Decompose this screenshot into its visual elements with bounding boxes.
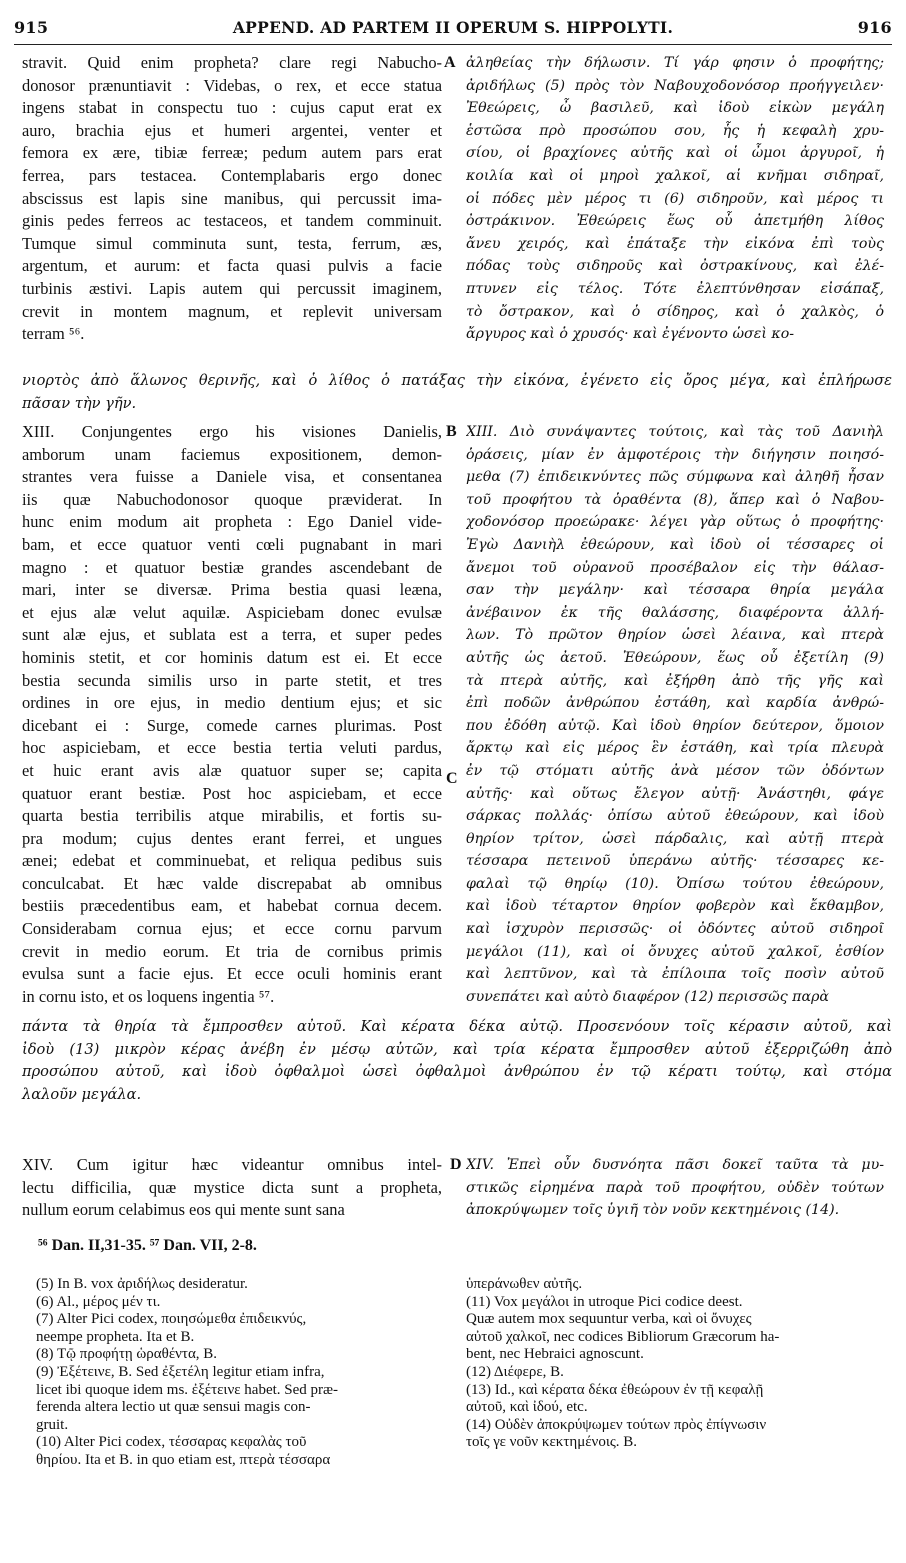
text-line: gruit. [36, 1416, 69, 1433]
text-line: ἀνέβαινον ἐκ τῆς θαλάσσης, διαφέροντα ἀλλή- [466, 604, 884, 621]
text-line: pra modum; cujus dentes erant ferrei, et ungues [22, 828, 442, 848]
text-line: bestiis præcedentibus eam, et habebat cornua decem. [22, 896, 442, 916]
text-line: crevit in montem magnum, et replevit universam [22, 301, 442, 321]
text-line: evulsa sunt a facie ejus. Et ecce oculi hominis erant [22, 964, 442, 984]
text-line: dicebant ei : Surge, comede carnes plurimas. Post [22, 715, 442, 735]
text-line: ἑστῶσα πρὸ προσώπου σου, ἧς ἡ κεφαλὴ χρυ- [466, 122, 884, 139]
text-line: (6) Al., μέρος μέν τι. [36, 1293, 161, 1310]
text-line: μεθα (7) ἐπιδεικνύντες πῶς σύμφωνα καὶ ἀληθῆ ἦσαν [466, 469, 884, 486]
text-line: ἐν τῷ στόματι αὐτῆς ἀνὰ μέσον τῶν ὀδόντων [466, 762, 884, 779]
text-line: χοδονόσορ προεώρακε· λέγει γὰρ οὕτως ὁ προφήτης· [466, 514, 884, 531]
text-line: (12) Διέφερε, B. [466, 1363, 564, 1380]
text-line: XIV. Ἐπεὶ οὖν δυσνόητα πᾶσι δοκεῖ ταῦτα τὰ μυ- [466, 1157, 884, 1173]
text-line: bestia secunda similis urso in parte stetit, et tres [22, 670, 442, 690]
latin-column-block-3 [22, 1154, 442, 1222]
text-line: sunt alæ ejus, et sublata est a terra, et super pedes [22, 625, 442, 645]
text-line: Ἐγὼ Δανιὴλ ἐθεώρουν, καὶ ἰδοὺ οἱ τέσσαρες οἱ [466, 536, 884, 553]
text-line: ferrea, pars testacea. Contemplabaris ergo donec [22, 165, 442, 185]
text-line: licet ibi quoque idem ms. ἐξέτεινε habet. Sed præ- [36, 1381, 339, 1398]
text-line: XIII. Διὸ συνάψαντες τούτοις, καὶ τὰς τοῦ Δανιὴλ [466, 424, 884, 440]
text-line: quatuor erant bestiæ. Post hoc aspiciebam, et ecce [22, 783, 442, 803]
latin-column-block-1 [22, 52, 442, 346]
text-line: (10) Alter Pici codex, τέσσαρας κεφαλὰς τοῦ [36, 1434, 307, 1451]
text-line: (14) Οὐδὲν ἀποκρύψωμεν τούτων πρὸς ἐπίγνωσιν [466, 1416, 767, 1433]
text-line: τὸ ὄστρακον, καὶ ὁ σίδηρος, καὶ ὁ χαλκὸς, ὁ [466, 303, 884, 320]
text-line: magno : et quatuor bestiæ grandes ascendebant de [22, 557, 442, 577]
text-line: amborum unam faciemus expositionem, demon- [22, 444, 442, 464]
text-line: οἱ πόδες μὲν μέρος τι (6) σιδηροῦν, καὶ μέρος τι [466, 190, 884, 207]
text-line: hominis stetit, et cor hominis datum est ei. Et ecce [22, 647, 442, 667]
text-line: ferenda altera lectio ut quæ sensui magis con- [36, 1399, 311, 1416]
text-line: τὰ πτερὰ αὐτῆς, καὶ ἐξήρθη ἀπὸ τῆς γῆς καὶ [466, 672, 884, 689]
text-line: τοῖς γε νοῦν κεκτημένοις. B. [466, 1434, 638, 1451]
text-line: σίου, οἱ βραχίονες αὐτῆς καὶ οἱ ὦμοι ἀργυροῖ, ἡ [466, 145, 884, 162]
text-line: ginis pedes ferreos ac testaceos, et tandem comminuit. [22, 211, 442, 231]
text-line: ἀριδήλως (5) πρὸς τὸν Ναβουχοδονόσορ προήγγειλεν· [466, 77, 884, 94]
text-line: (7) Alter Pici codex, ποιησώμεθα ἐπιδεικνύς, [36, 1311, 307, 1328]
text-line: turbinis æstivi. Lapis autem qui percussit imaginem, [22, 278, 442, 298]
text-line: θηρίου. Ita et B. in quo etiam est, πτερὰ τέσσαρα [36, 1451, 331, 1468]
text-line: ἄνευ χειρός, καὶ ἐπάταξε τὴν εἰκόνα ἐπὶ τοὺς [466, 235, 884, 252]
header-title: APPEND. AD PARTEM II OPERUM S. HIPPOLYTI. [232, 17, 674, 37]
text-line: (5) In B. vox ἀριδήλως desideratur. [36, 1276, 248, 1292]
text-line: (9) Ἐξέτεινε, B. Sed ἐξετέλη legitur etiam infra, [36, 1363, 325, 1380]
text-line: ἄρκτῳ καὶ εἰς μέρος ἓν ἐστάθη, καὶ τρία πλευρὰ [466, 740, 884, 757]
text-line: quarta bestia terribilis atque mirabilis, et fortis su- [22, 806, 442, 826]
text-line: Considerabam cornua ejus; et ecce cornu parvum [22, 919, 442, 939]
text-line: πάντα τὰ θηρία τὰ ἔμπροσθεν αὐτοῦ. Καὶ κέρατα δέκα αὐτῷ. Προσενόουν τοῖς κέρασιν αὐτοῦ, καὶ [22, 1018, 892, 1035]
text-line: σάρκας πολλάς· ὀπίσω αὐτοῦ ἐθεώρουν, καὶ ἰδοὺ [466, 808, 884, 825]
text-line: συνεπάτει καὶ αὐτὸ διαφέρον (12) περισσῶς παρὰ [466, 988, 829, 1005]
text-line: αὐτοῦ χαλκοῖ, nec codices Bibliorum Græcorum ha- [466, 1328, 780, 1345]
text-line: crevit in medio eorum. Et tria de cornibus primis [22, 941, 442, 961]
text-line: iis quæ Nabuchodonosor quoque præviderat. In [22, 489, 442, 509]
text-line: hunc enim modum ait propheta : Ego Daniel vide- [22, 512, 442, 532]
text-line: προσώπου αὐτοῦ, καὶ ἰδοὺ ὀφθαλμοὶ ὡσεὶ ὀφθαλμοὶ ἀνθρώπου ἐν τῷ κέρατι τούτῳ, καὶ στόμα [22, 1063, 892, 1081]
text-line: conculcabat. Et hæc valde discrepabat ab omnibus [22, 873, 442, 893]
text-line: λων. Τὸ πρῶτον θηρίον ὡσεὶ λέαινα, καὶ πτερὰ [466, 627, 884, 644]
text-line: ὀστράκινον. Ἐθεώρεις ἕως οὗ ἀπετμήθη λίθος [466, 213, 884, 230]
text-line: Quæ autem mox sequuntur verba, καὶ οἱ ὄνυχες [466, 1311, 752, 1328]
text-line: ἰδοὺ (13) μικρὸν κέρας ἀνέβη ἐν μέσῳ αὐτῶν, καὶ τρία κέρατα ἔμπροσθεν αὐτοῦ ἐξερριζώθη ἀπὸ [22, 1040, 892, 1058]
text-line: nullum eorum celabimus eos qui mente sunt sana [22, 1200, 345, 1220]
text-line: donosor prænuntiavit : Videbas, o rex, et ecce statua [22, 75, 442, 95]
text-line: (8) Τῷ προφήτῃ ὡραθέντα, B. [36, 1346, 218, 1363]
text-line: ἀληθείας τὴν δήλωσιν. Τί γάρ φησιν ὁ προφήτης; [466, 55, 884, 71]
text-line: στικῶς εἰρημένα παρὰ τοῦ προφήτου, οὐδὲν τούτων [466, 1179, 884, 1196]
text-line: ἄνεμοι τοῦ οὐρανοῦ προσέβαλον εἰς τὴν θάλασ- [466, 559, 884, 576]
text-line: σαν τὴν μεγάλην· καὶ τέσσαρα θηρία μεγάλα [466, 582, 884, 599]
text-line: αὐτῆς· καὶ οὕτως ἔλεγον αὐτῇ· Ἀνάστηθι, φάγε [466, 785, 884, 802]
text-line: τοῦ προφήτου τὰ ὁραθέντα (8), ἅπερ καὶ ὁ Ναβου- [466, 491, 884, 508]
text-line: bam, et ecce quatuor venti cœli pugnabant in mari [22, 534, 442, 554]
text-line: femora ex ære, tibiæ ferreæ; pedum autem pars erat [22, 143, 442, 163]
footnotes-right [466, 1276, 886, 1452]
text-line: ænei; edebat et comminuebat, et reliqua pedibus suis [22, 851, 442, 871]
text-line: bent, nec Hebraici agnoscunt. [466, 1346, 644, 1363]
text-line: κοιλία καὶ οἱ μηροὶ χαλκοῖ, αἱ κνῆμαι σιδηραῖ, [466, 167, 884, 184]
text-line: mari, inter se diversæ. Prima bestia quasi leæna, [22, 580, 442, 600]
text-line: argentum, et aurum: et facta quasi pulvis a facie [22, 256, 442, 276]
greek-column-block-3 [466, 1154, 884, 1222]
text-line: πᾶσαν τὴν γῆν. [22, 394, 137, 412]
text-line: λαλοῦν μεγάλα. [22, 1085, 142, 1103]
text-line: καὶ ἰδοὺ τέταρτον θηρίον φοβερὸν καὶ ἔκθαμβον, [466, 898, 884, 915]
greek-full-width-block-1 [22, 370, 892, 415]
text-line: (13) Id., καὶ κέρατα δέκα ἐθεώρουν ἐν τῇ κεφαλῇ [466, 1381, 764, 1398]
text-line: Tumque simul comminuta sunt, testa, ferrum, æs, [22, 233, 442, 253]
margin-marker-c: C [446, 770, 458, 787]
margin-marker-b: B [446, 423, 457, 440]
text-line: neempe propheta. Ita et B. [36, 1328, 195, 1345]
text-line: terram ⁵⁶. [22, 324, 85, 344]
left-page-number: 915 [14, 17, 49, 37]
greek-column-block-2 [466, 421, 884, 1008]
text-line: lectu difficilia, quæ mystice dicta sunt a propheta, [22, 1177, 442, 1197]
text-line: πόδας τοὺς σιδηροῦς καὶ ὀστρακίνους, καὶ ἐλέ- [466, 258, 884, 275]
text-line: φαλαὶ τῷ θηρίῳ (10). Ὀπίσω τούτου ἐθεώρουν, [466, 875, 884, 892]
text-line: μεγάλοι (11), καὶ οἱ ὄνυχες αὐτοῦ χαλκοῖ, ἐσθίον [466, 943, 884, 960]
text-line: stravit. Quid enim propheta? clare regi Nabucho- [22, 53, 442, 72]
text-line: αὐτῆς ὡς ἀετοῦ. Ἐθεώρουν, ἕως οὗ ἐξετίλη (9) [466, 649, 884, 666]
right-page-number: 916 [857, 17, 892, 37]
latin-column-block-2 [22, 421, 442, 1008]
text-line: strantes vera fuisse a Daniele visa, et consentanea [22, 467, 442, 487]
text-line: et huic erant avis alæ quatuor super se; capita [22, 760, 442, 780]
text-line: et ejus alæ velut aquilæ. Aspiciebam donec evulsæ [22, 602, 442, 622]
text-line: Ἐθεώρεις, ὦ βασιλεῦ, καὶ ἰδοὺ εἰκὼν μεγάλη [466, 100, 884, 117]
text-line: καὶ ἰσχυρὸν περισσῶς· οἱ ὀδόντες αὐτοῦ σιδηροῖ [466, 921, 884, 938]
text-line: θηρίον τρίτον, ὡσεὶ πάρδαλις, καὶ αὐτῇ πτερὰ [466, 830, 884, 847]
text-line: καὶ λεπτῦνον, καὶ τὰ ἐπίλοιπα τοῖς ποσὶν αὐτοῦ [466, 966, 884, 983]
text-line: αὐτοῦ, καὶ ἰδού, etc. [466, 1399, 588, 1416]
margin-marker-a: A [444, 54, 456, 71]
text-line: πτυνεν εἰς τέλος. Τότε ἐλεπτύνθησαν εἰσάπαξ, [466, 280, 884, 297]
text-line: ὑπεράνωθεν αὐτῆς. [466, 1276, 583, 1292]
text-line: auro, brachia ejus et humeri argentei, venter et [22, 120, 442, 140]
text-line: XIII. Conjungentes ergo his visiones Danielis, [22, 422, 442, 441]
text-line: ingens stabat in conspectu tuo : cujus caput erat ex [22, 98, 442, 118]
text-line: (11) Vox μεγάλοι in utroque Pici codice deest. [466, 1293, 743, 1310]
greek-column-block-1 [466, 52, 884, 346]
footnotes-left [36, 1276, 456, 1470]
text-line: ordines in ore ejus, in medio dentium ejus; et sic [22, 693, 442, 713]
text-line: in cornu isto, et os loquens ingentia ⁵⁷. [22, 986, 275, 1006]
text-line: XIV. Cum igitur hæc videantur omnibus intel- [22, 1155, 442, 1174]
text-line: τέσσαρα πετεινοῦ ὑπεράνω αὐτῆς· τέσσαρες κε- [466, 853, 884, 870]
text-line: ἀποκρύψωμεν τοῖς ὑγιῆ τὸν νοῦν κεκτημένοις (14). [466, 1202, 840, 1219]
text-line: ἄργυρος καὶ ὁ χρυσός· καὶ ἐγένοντο ὡσεὶ κο- [466, 326, 795, 343]
text-line: ἐπὶ ποδῶν ἀνθρώπου ἐστάθη, καὶ καρδία ἀνθρώ- [466, 695, 884, 712]
text-line: hoc aspiciebam, et ecce bestia tertia veluti pardus, [22, 738, 442, 758]
text-line: νιορτὸς ἀπὸ ἅλωνος θερινῆς, καὶ ὁ λίθος ὁ πατάξας τὴν εἰκόνα, ἐγένετο εἰς ὄρος μέγα, καὶ ἐπλήρωσε [22, 372, 892, 389]
running-header [14, 10, 892, 45]
text-line: που ἐδόθη αὐτῷ. Καὶ ἰδοὺ θηρίον δεύτερον, ὅμοιον [466, 717, 884, 734]
scripture-references: ⁵⁶ Dan. II,31-35. ⁵⁷ Dan. VII, 2-8. [38, 1237, 257, 1254]
text-line: ὁράσεις, μίαν ἐν ἀμφοτέροις τὴν διήγησιν ποιησό- [466, 446, 884, 463]
text-line: abscissus est lapis sine manibus, qui percussit ima- [22, 188, 442, 208]
margin-marker-d: D [450, 1156, 462, 1173]
greek-full-width-block-2 [22, 1016, 892, 1106]
